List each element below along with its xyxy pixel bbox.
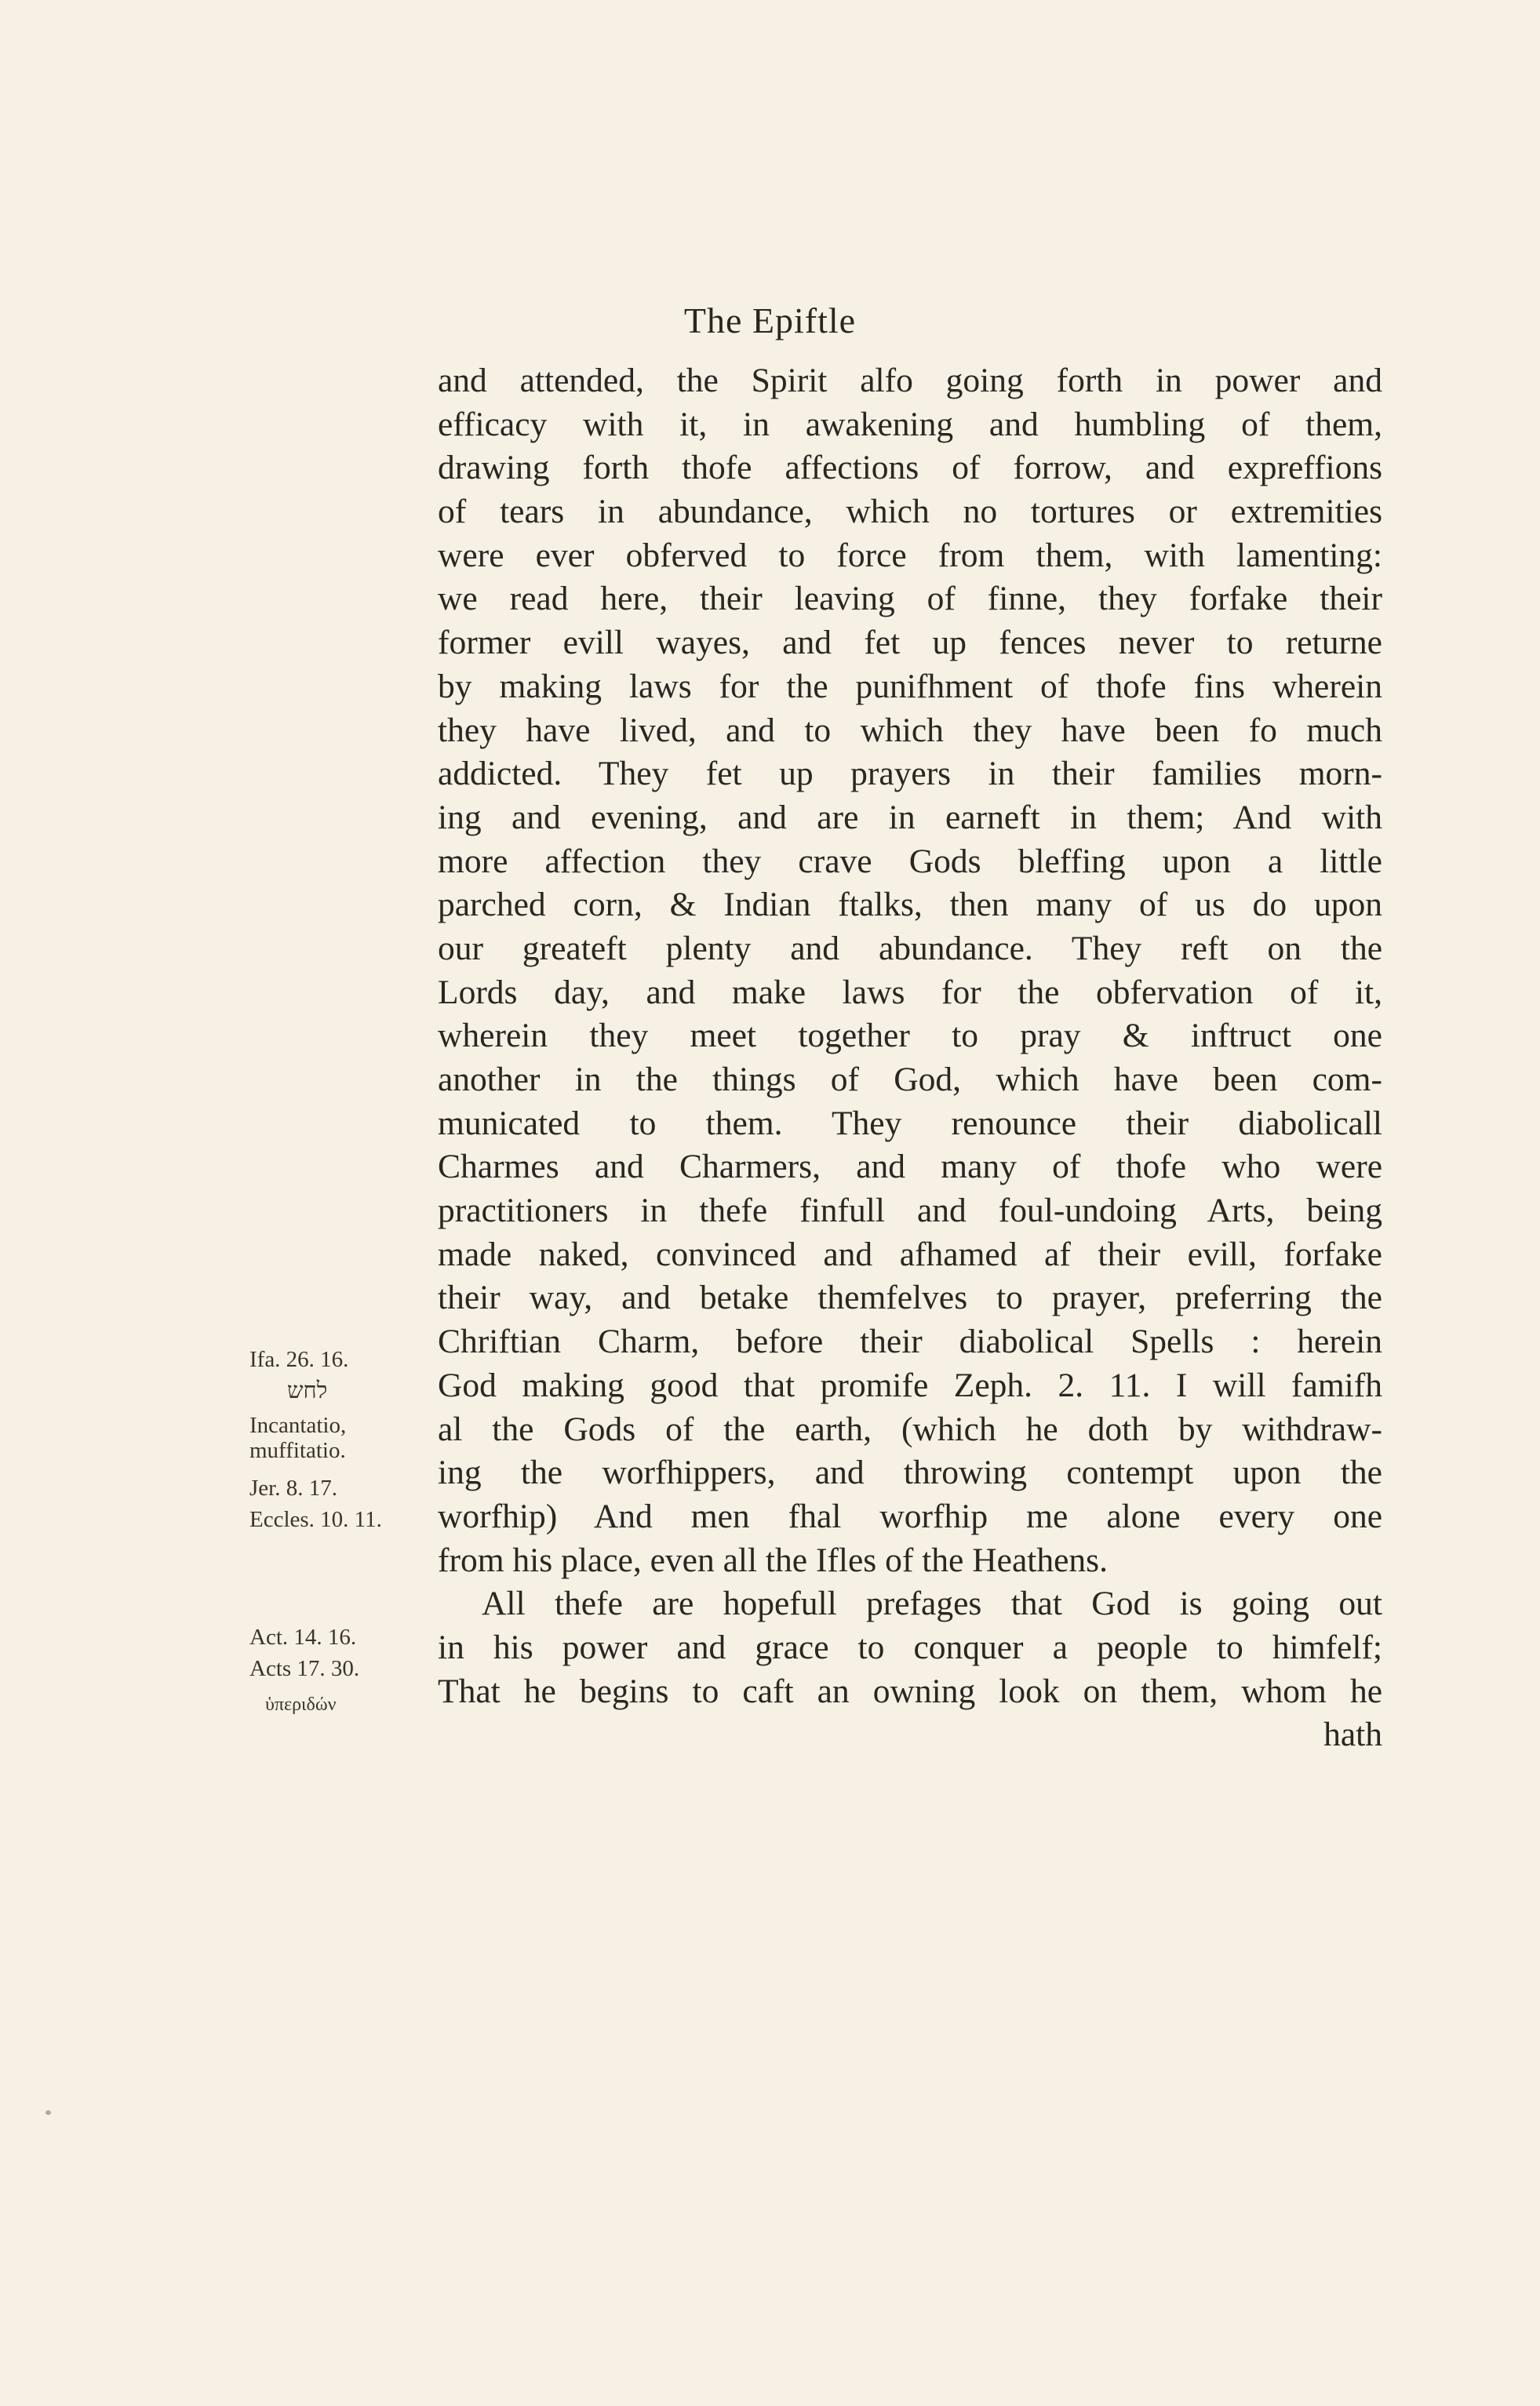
text-line: drawing forth thofe affections of forrow, and expreffions — [438, 449, 1382, 487]
text-line: ing the worfhippers, and throwing contempt upon the — [438, 1454, 1382, 1492]
text-line: of tears in abundance, which no tortures or extremities — [438, 493, 1382, 531]
text-line: another in the things of God, which have been com- — [438, 1061, 1382, 1098]
text-line: municated to them. They renounce their diabolicall — [438, 1104, 1382, 1142]
text-line: by making laws for the punifhment of thofe fins wherein — [438, 667, 1382, 705]
text-line: ing and evening, and are in earneft in them; And with — [438, 798, 1382, 836]
text-line: Charmes and Charmers, and many of thofe who were — [438, 1148, 1382, 1186]
text-line: our greateft plenty and abundance. They reft on the — [438, 929, 1382, 967]
text-line: al the Gods of the earth, (which he doth by withdraw- — [438, 1410, 1382, 1448]
margin-note-mussitatio: muffitatio. — [249, 1438, 346, 1463]
text-line: All thefe are hopefull prefages that God is going out — [482, 1585, 1382, 1623]
margin-note-jeremiah: Jer. 8. 17. — [249, 1476, 337, 1501]
margin-note-acts-14: Act. 14. 16. — [249, 1625, 357, 1650]
page-header: The Epiftle — [683, 300, 857, 340]
margin-note-isaiah: Ifa. 26. 16. — [249, 1347, 349, 1372]
text-line: in his power and grace to conquer a people to himfelf; — [438, 1628, 1382, 1666]
text-line: That he begins to caft an owning look on them, whom he — [438, 1672, 1382, 1710]
margin-note-hebrew: לחש — [287, 1378, 328, 1403]
text-line: more affection they crave Gods bleffing upon a little — [438, 842, 1382, 880]
text-line: worfhip) And men fhal worfhip me alone every one — [438, 1497, 1382, 1535]
text-line: they have lived, and to which they have been fo much — [438, 711, 1382, 749]
text-line: parched corn, & Indian ftalks, then many of us do upon — [438, 886, 1382, 924]
body-text — [438, 359, 1382, 1757]
text-line: wherein they meet together to pray & inftruct one — [438, 1017, 1382, 1055]
margin-note-acts-17: Acts 17. 30. — [249, 1656, 360, 1681]
text-line: addicted. They fet up prayers in their families morn- — [438, 755, 1382, 793]
text-line: Lords day, and make laws for the obfervation of it, — [438, 973, 1382, 1011]
text-line: Chriftian Charm, before their diabolical Spells : herein — [438, 1323, 1382, 1361]
text-line: were ever obferved to force from them, with lamenting: — [438, 536, 1382, 574]
text-line: God making good that promife Zeph. 2. 11. I will famifh — [438, 1366, 1382, 1404]
text-line: practitioners in thefe finfull and foul-undoing Arts, being — [438, 1192, 1382, 1230]
margin-note-incantatio: Incantatio, — [249, 1413, 347, 1438]
text-line: from his place, even all the Ifles of the Heathens. — [438, 1541, 1108, 1579]
text-line: we read here, their leaving of finne, they forfake their — [438, 580, 1382, 618]
margin-note-greek: ὑπεριδών — [265, 1694, 337, 1715]
margin-note-ecclesiastes: Eccles. 10. 11. — [249, 1507, 382, 1532]
catchword: hath — [1323, 1716, 1382, 1754]
text-line: made naked, convinced and afhamed af their evill, forfake — [438, 1235, 1382, 1273]
text-line: efficacy with it, in awakening and humbling of them, — [438, 405, 1382, 443]
text-line: and attended, the Spirit alfo going forth in power and — [438, 362, 1382, 399]
text-line: former evill wayes, and fet up fences never to returne — [438, 624, 1382, 662]
text-line: their way, and betake themfelves to prayer, preferring the — [438, 1279, 1382, 1317]
paper-speck — [46, 2110, 51, 2115]
